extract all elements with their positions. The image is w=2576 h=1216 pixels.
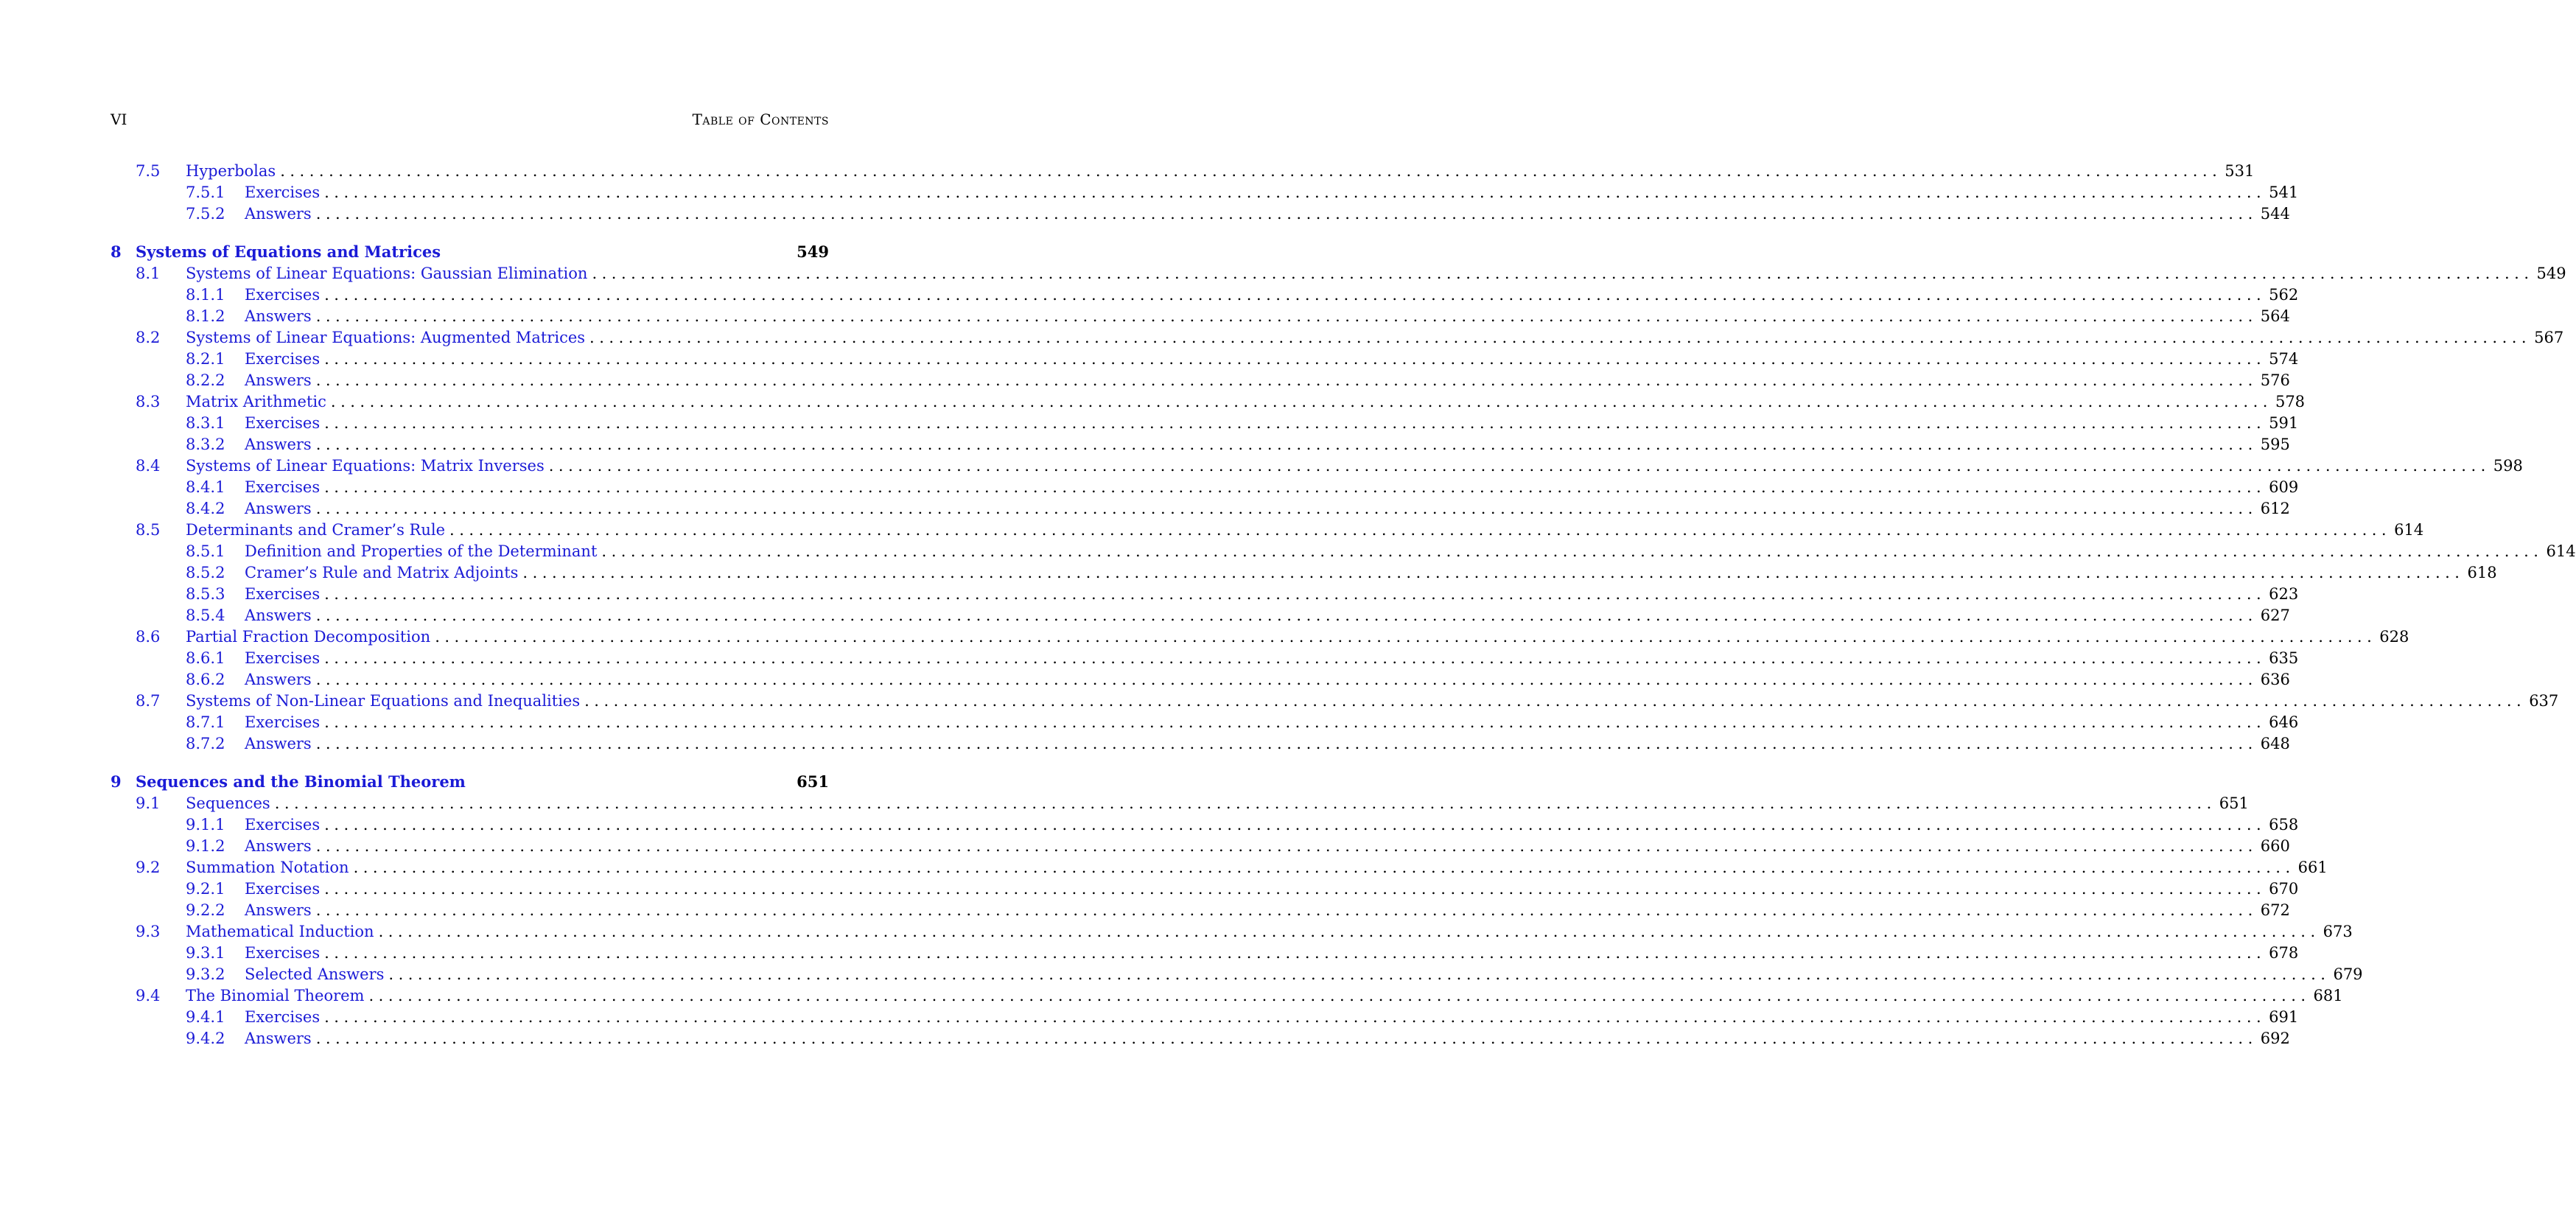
toc-entry-title[interactable]: Answers — [245, 307, 312, 325]
toc-subsection-entry[interactable] — [111, 413, 2299, 434]
toc-entry-title-wrap[interactable] — [245, 964, 2330, 985]
toc-subsection-entry[interactable] — [111, 669, 2290, 691]
toc-subsection-entry[interactable] — [111, 648, 2299, 669]
toc-entry-number[interactable]: 8.6.1 — [186, 649, 225, 667]
toc-entry-number[interactable]: 8.4.1 — [186, 478, 225, 496]
toc-entry-page[interactable]: 672 — [2260, 901, 2290, 919]
toc-entry-number[interactable]: 8.5.2 — [186, 564, 225, 581]
toc-entry-title[interactable]: Answers — [245, 671, 312, 688]
toc-entry-title[interactable]: Exercises — [245, 816, 321, 834]
toc-entry-title-wrap[interactable] — [186, 263, 2534, 284]
dot-leader: ........................................................................................................................................................................................................ — [315, 901, 2258, 919]
toc-entry-title[interactable]: The Binomial Theorem — [186, 987, 365, 1004]
toc-subsection-entry[interactable] — [111, 370, 2290, 391]
toc-section-entry[interactable] — [111, 691, 2559, 712]
toc-entry-title-wrap[interactable] — [186, 793, 2216, 814]
toc-entry-number[interactable]: 9.3.2 — [186, 965, 225, 983]
toc-entry-page[interactable]: 623 — [2269, 585, 2299, 603]
toc-entry-title-wrap[interactable] — [186, 921, 2320, 943]
toc-entry-title-wrap[interactable] — [245, 1007, 2266, 1028]
dot-leader: ........................................................................................................................................................................................................ — [324, 713, 2267, 731]
toc-entry-page[interactable]: 609 — [2269, 478, 2299, 496]
toc-entry-page[interactable]: 595 — [2260, 436, 2290, 453]
toc-subsection-entry[interactable] — [111, 562, 2497, 584]
toc-entry-title-wrap[interactable] — [245, 413, 2266, 434]
toc-entry-number[interactable]: 8.4.2 — [186, 500, 225, 517]
dot-leader: ........................................................................................................................................................................................................ — [315, 371, 2258, 389]
toc-entry-page[interactable]: 627 — [2260, 607, 2290, 624]
toc-entry-page[interactable]: 651 — [2219, 794, 2249, 812]
dot-leader: ........................................................................................................................................................................................................ — [589, 329, 2532, 346]
toc-entry-title[interactable]: Exercises — [245, 649, 321, 667]
toc-entry-number[interactable]: 8.6 — [136, 628, 161, 646]
toc-entry-number[interactable]: 9.2.1 — [186, 880, 225, 898]
toc-entry-page[interactable]: 648 — [2260, 735, 2290, 752]
running-head — [111, 111, 829, 128]
toc-entry-number[interactable]: 9.2 — [136, 859, 161, 876]
dot-leader: ........................................................................................................................................................................................................ — [280, 162, 2222, 180]
toc-entry-title-wrap[interactable] — [186, 161, 2222, 182]
toc-entry-title-wrap[interactable] — [245, 943, 2266, 964]
toc-entry-title[interactable]: Exercises — [245, 478, 321, 496]
toc-subsection-entry[interactable] — [111, 284, 2299, 306]
toc-subsection-entry[interactable] — [111, 182, 2299, 203]
toc-entry-title[interactable]: Exercises — [245, 286, 321, 304]
toc-entry-page[interactable]: 679 — [2333, 965, 2363, 983]
toc-entry-number[interactable]: 8.6.2 — [186, 671, 225, 688]
toc-entry-page[interactable]: 541 — [2269, 184, 2299, 201]
dot-leader: ........................................................................................................................................................................................................ — [324, 585, 2267, 603]
toc-entry-number[interactable]: 9.1.2 — [186, 837, 225, 855]
toc-section-entry[interactable] — [111, 793, 2249, 814]
toc-entry-title[interactable]: Systems of Linear Equations: Matrix Inverses — [186, 457, 545, 475]
dot-leader: ........................................................................................................................................................................................................ — [584, 692, 2527, 710]
toc-entry-title-wrap[interactable] — [186, 626, 2376, 648]
toc-entry-title[interactable]: Determinants and Cramer’s Rule — [186, 521, 446, 539]
toc-entry-page[interactable]: 612 — [2260, 500, 2290, 517]
toc-entry-title[interactable]: Answers — [245, 735, 312, 752]
dot-leader: ........................................................................................................................................................................................................ — [324, 286, 2267, 304]
toc-entry-title-wrap[interactable] — [186, 691, 2526, 712]
toc-entry-title[interactable]: Matrix Arithmetic — [186, 393, 326, 410]
toc-entry-number[interactable]: 7.5 — [136, 162, 161, 180]
toc-entry-title[interactable]: Answers — [245, 436, 312, 453]
toc-entry-page[interactable]: 618 — [2467, 564, 2497, 581]
toc-entry-title-wrap[interactable] — [186, 857, 2295, 878]
toc-entry-number[interactable]: 9.4.1 — [186, 1008, 225, 1026]
toc-subsection-entry[interactable] — [111, 836, 2290, 857]
toc-entry-title-wrap[interactable] — [245, 1028, 2258, 1049]
toc-entry-title[interactable]: Answers — [245, 901, 312, 919]
dot-leader: ........................................................................................................................................................................................................ — [324, 350, 2267, 368]
toc-entry-title-wrap[interactable] — [245, 562, 2464, 584]
toc-entry-number[interactable]: 9.3 — [136, 923, 161, 940]
toc-subsection-entry[interactable] — [111, 964, 2363, 985]
toc-entry-title[interactable]: Exercises — [245, 350, 321, 368]
toc-entry-title-wrap[interactable] — [186, 455, 2491, 477]
dot-leader: ........................................................................................................................................................................................................ — [315, 837, 2258, 855]
toc-entry-number[interactable]: 8.3.1 — [186, 414, 225, 432]
toc-entry-title[interactable]: Sequences and the Binomial Theorem — [136, 772, 466, 791]
toc-entry-page[interactable]: 658 — [2269, 816, 2299, 834]
toc-entry-number[interactable]: 8.5.3 — [186, 585, 225, 603]
toc-entry-page[interactable]: 614 — [2546, 542, 2576, 560]
toc-entry-title-wrap[interactable] — [245, 370, 2258, 391]
toc-entry-title-wrap[interactable] — [245, 900, 2258, 921]
dot-leader: ........................................................................................................................................................................................................ — [449, 521, 2392, 539]
toc-entry-number[interactable]: 9.1.1 — [186, 816, 225, 834]
toc-entry-page[interactable]: 691 — [2269, 1008, 2299, 1026]
dot-leader: ........................................................................................................................................................................................................ — [548, 457, 2491, 475]
toc-entry-title[interactable]: Exercises — [245, 184, 321, 201]
toc-entry-title-wrap[interactable] — [245, 477, 2266, 498]
toc-entry-number[interactable]: 8.7.1 — [186, 713, 225, 731]
toc-entry-page[interactable]: 549 — [2536, 265, 2566, 282]
toc-entry-number[interactable]: 7.5.2 — [186, 205, 225, 223]
dot-leader: ........................................................................................................................................................................................................ — [315, 735, 2258, 752]
toc-entry-page[interactable]: 670 — [2269, 880, 2299, 898]
toc-entry-page[interactable]: 646 — [2269, 713, 2299, 731]
toc-entry-page[interactable]: 578 — [2275, 393, 2306, 410]
toc-entry-page[interactable]: 544 — [2260, 205, 2290, 223]
toc-chapter-entry[interactable] — [111, 241, 829, 263]
toc-subsection-entry[interactable] — [111, 1007, 2299, 1028]
toc-entry-title-wrap[interactable] — [186, 391, 2272, 413]
toc-entry-title[interactable]: Exercises — [245, 585, 321, 603]
toc-subsection-entry[interactable] — [111, 349, 2299, 370]
toc-entry-title[interactable]: Answers — [245, 371, 312, 389]
toc-entry-title-wrap[interactable] — [245, 541, 2543, 562]
toc-entry-title-wrap[interactable] — [245, 284, 2266, 306]
toc-entry-page[interactable]: 660 — [2260, 837, 2290, 855]
toc-section-entry[interactable] — [111, 857, 2328, 878]
toc-entry-number[interactable]: 8.5.4 — [186, 607, 225, 624]
toc-entry-page[interactable]: 531 — [2225, 162, 2255, 180]
toc-entry-title[interactable]: Sequences — [186, 794, 270, 812]
toc-entry-number[interactable]: 8.4 — [136, 457, 161, 475]
toc-section-entry[interactable] — [111, 455, 2523, 477]
toc-entry-number[interactable]: 8.5 — [136, 521, 161, 539]
toc-entry-title[interactable]: Definition and Properties of the Determinant — [245, 542, 598, 560]
dot-leader: ........................................................................................................................................................................................................ — [435, 628, 2377, 646]
toc-entry-number[interactable]: 9.2.2 — [186, 901, 225, 919]
toc-entry-page[interactable]: 661 — [2297, 859, 2328, 876]
toc-entry-title[interactable]: Exercises — [245, 944, 321, 962]
toc-chapter-entry[interactable] — [111, 771, 829, 793]
toc-entry-number[interactable]: 8.3 — [136, 393, 161, 410]
toc-subsection-entry[interactable] — [111, 584, 2299, 605]
toc-subsection-entry[interactable] — [111, 814, 2299, 836]
toc-entry-page[interactable]: 562 — [2269, 286, 2299, 304]
dot-leader: ........................................................................................................................................................................................................ — [330, 393, 2272, 410]
toc-entry-title-wrap[interactable] — [245, 306, 2258, 327]
toc-subsection-entry[interactable] — [111, 203, 2290, 225]
toc-entry-title[interactable]: Partial Fraction Decomposition — [186, 628, 431, 646]
dot-leader: ........................................................................................................................................................................................................ — [601, 542, 2544, 560]
toc-entry-title-wrap[interactable] — [245, 203, 2258, 225]
toc-entry-title-wrap[interactable] — [245, 434, 2258, 455]
dot-leader: ........................................................................................................................................................................................................ — [592, 265, 2534, 282]
toc-entry-page[interactable]: 673 — [2323, 923, 2353, 940]
toc-subsection-entry[interactable] — [111, 434, 2290, 455]
toc-entry-page[interactable]: 567 — [2534, 329, 2564, 346]
toc-entry-title-wrap[interactable] — [245, 349, 2266, 370]
toc-subsection-entry[interactable] — [111, 712, 2299, 733]
dot-leader: ........................................................................................................................................................................................................ — [315, 671, 2258, 688]
toc-entry-page[interactable]: 628 — [2379, 628, 2409, 646]
toc-entry-number[interactable]: 8.2 — [136, 329, 161, 346]
toc-entry-title[interactable]: Cramer’s Rule and Matrix Adjoints — [245, 564, 519, 581]
toc-entry-title[interactable]: Systems of Linear Equations: Gaussian Elimination — [186, 265, 588, 282]
dot-leader: ........................................................................................................................................................................................................ — [315, 607, 2258, 624]
dot-leader: ........................................................................................................................................................................................................ — [315, 307, 2258, 325]
toc-entry-title[interactable]: Systems of Equations and Matrices — [136, 242, 441, 261]
toc-section-entry[interactable] — [111, 161, 2255, 182]
toc-entry-title-wrap[interactable] — [136, 771, 794, 793]
dot-leader: ........................................................................................................................................................................................................ — [324, 944, 2267, 962]
toc-entry-number[interactable]: 8.1.2 — [186, 307, 225, 325]
toc-section-entry[interactable] — [111, 985, 2343, 1007]
toc-entry-title[interactable]: Answers — [245, 1030, 312, 1047]
toc-subsection-entry[interactable] — [111, 477, 2299, 498]
toc-entry-title[interactable]: Exercises — [245, 880, 321, 898]
toc-entry-title[interactable]: Hyperbolas — [186, 162, 276, 180]
dot-leader: ........................................................................................................................................................................................................ — [324, 816, 2267, 834]
dot-leader: ........................................................................................................................................................................................................ — [315, 436, 2258, 453]
toc-entry-page[interactable]: 598 — [2493, 457, 2523, 475]
toc-subsection-entry[interactable] — [111, 943, 2299, 964]
dot-leader: ........................................................................................................................................................................................................ — [353, 859, 2295, 876]
toc-entry-number[interactable]: 8.7.2 — [186, 735, 225, 752]
toc-subsection-entry[interactable] — [111, 306, 2290, 327]
toc-subsection-entry[interactable] — [111, 1028, 2290, 1049]
toc-entry-title[interactable]: Answers — [245, 500, 312, 517]
dot-leader: ........................................................................................................................................................................................................ — [522, 564, 2465, 581]
toc-entry-page[interactable]: 637 — [2529, 692, 2559, 710]
toc-entry-page[interactable]: 574 — [2269, 350, 2299, 368]
toc-entry-page[interactable]: 591 — [2269, 414, 2299, 432]
toc-entry-page[interactable]: 576 — [2260, 371, 2290, 389]
toc-entry-number[interactable]: 8.2.2 — [186, 371, 225, 389]
toc-entry-page[interactable]: 681 — [2313, 987, 2343, 1004]
toc-entry-title[interactable]: Answers — [245, 837, 312, 855]
toc-subsection-entry[interactable] — [111, 605, 2290, 626]
dot-leader: ........................................................................................................................................................................................................ — [324, 478, 2267, 496]
toc-entry-title-wrap[interactable] — [245, 648, 2266, 669]
dot-leader: ........................................................................................................................................................................................................ — [324, 649, 2267, 667]
toc-entry-title-wrap[interactable] — [245, 733, 2258, 755]
toc-section-entry[interactable] — [111, 391, 2306, 413]
toc-entry-title-wrap[interactable] — [245, 712, 2266, 733]
toc-entry-number[interactable]: 8.1 — [136, 265, 161, 282]
toc-entry-title-wrap[interactable] — [186, 520, 2391, 541]
dot-leader: ........................................................................................................................................................................................................ — [324, 880, 2267, 898]
toc-entry-number[interactable]: 9.4 — [136, 987, 161, 1004]
toc-entry-title-wrap[interactable] — [186, 327, 2531, 349]
toc-section-entry[interactable] — [111, 626, 2409, 648]
toc-subsection-entry[interactable] — [111, 900, 2290, 921]
dot-leader: ........................................................................................................................................................................................................ — [388, 965, 2331, 983]
toc-entry-title-wrap[interactable] — [245, 584, 2266, 605]
toc-entry-title-wrap[interactable] — [245, 878, 2266, 900]
dot-leader: ........................................................................................................................................................................................................ — [315, 500, 2258, 517]
toc-entry-page[interactable]: 636 — [2260, 671, 2290, 688]
toc-entry-title[interactable]: Systems of Linear Equations: Augmented Matrices — [186, 329, 586, 346]
dot-leader: ........................................................................................................................................................................................................ — [378, 923, 2320, 940]
toc-entry-number[interactable]: 7.5.1 — [186, 184, 225, 201]
dot-leader: ........................................................................................................................................................................................................ — [315, 205, 2258, 223]
toc-entry-title-wrap[interactable] — [245, 814, 2266, 836]
toc-entry-page[interactable]: 692 — [2260, 1030, 2290, 1047]
toc-section-entry[interactable] — [111, 263, 2566, 284]
toc-entry-number[interactable]: 8 — [111, 242, 122, 261]
toc-entry-page[interactable]: 564 — [2260, 307, 2290, 325]
table-of-contents — [111, 161, 2576, 1049]
toc-subsection-entry[interactable] — [111, 733, 2290, 755]
toc-subsection-entry[interactable] — [111, 541, 2576, 562]
dot-leader: ........................................................................................................................................................................................................ — [324, 1008, 2267, 1026]
toc-entry-page[interactable]: 614 — [2394, 521, 2424, 539]
toc-entry-number[interactable]: 8.1.1 — [186, 286, 225, 304]
toc-entry-title-wrap[interactable] — [245, 669, 2258, 691]
dot-leader: ........................................................................................................................................................................................................ — [368, 987, 2311, 1004]
toc-entry-page[interactable]: 651 — [797, 772, 829, 791]
running-title: Table of Contents — [692, 111, 829, 128]
toc-entry-title[interactable]: Exercises — [245, 713, 321, 731]
toc-entry-title-wrap[interactable] — [186, 985, 2311, 1007]
toc-entry-number[interactable]: 8.5.1 — [186, 542, 225, 560]
toc-entry-title-wrap[interactable] — [245, 182, 2266, 203]
page-numeral: VI — [111, 111, 127, 128]
toc-entry-title[interactable]: Answers — [245, 205, 312, 223]
toc-entry-title[interactable]: Exercises — [245, 1008, 321, 1026]
toc-entry-number[interactable]: 8.7 — [136, 692, 161, 710]
toc-entry-number[interactable]: 9.1 — [136, 794, 161, 812]
toc-entry-title[interactable]: Answers — [245, 607, 312, 624]
dot-leader: ........................................................................................................................................................................................................ — [274, 794, 2216, 812]
toc-entry-title[interactable]: Summation Notation — [186, 859, 349, 876]
toc-entry-page[interactable]: 549 — [797, 242, 829, 261]
toc-entry-page[interactable]: 678 — [2269, 944, 2299, 962]
toc-entry-title[interactable]: Systems of Non-Linear Equations and Inequalities — [186, 692, 581, 710]
toc-entry-title-wrap[interactable] — [245, 498, 2258, 520]
toc-entry-number[interactable]: 9 — [111, 772, 122, 791]
toc-entry-title-wrap[interactable] — [245, 605, 2258, 626]
dot-leader: ........................................................................................................................................................................................................ — [315, 1030, 2258, 1047]
toc-entry-number[interactable]: 9.3.1 — [186, 944, 225, 962]
toc-entry-number[interactable]: 9.4.2 — [186, 1030, 225, 1047]
toc-entry-title-wrap[interactable] — [245, 836, 2258, 857]
toc-entry-number[interactable]: 8.3.2 — [186, 436, 225, 453]
toc-entry-title[interactable]: Mathematical Induction — [186, 923, 374, 940]
toc-entry-page[interactable]: 635 — [2269, 649, 2299, 667]
toc-section-entry[interactable] — [111, 327, 2564, 349]
toc-entry-title[interactable]: Exercises — [245, 414, 321, 432]
toc-section-entry[interactable] — [111, 921, 2353, 943]
toc-subsection-entry[interactable] — [111, 498, 2290, 520]
toc-entry-number[interactable]: 8.2.1 — [186, 350, 225, 368]
toc-section-entry[interactable] — [111, 520, 2424, 541]
toc-entry-title-wrap[interactable] — [136, 241, 794, 263]
toc-subsection-entry[interactable] — [111, 878, 2299, 900]
toc-entry-title[interactable]: Selected Answers — [245, 965, 385, 983]
dot-leader: ........................................................................................................................................................................................................ — [324, 414, 2267, 432]
dot-leader: ........................................................................................................................................................................................................ — [324, 184, 2267, 201]
